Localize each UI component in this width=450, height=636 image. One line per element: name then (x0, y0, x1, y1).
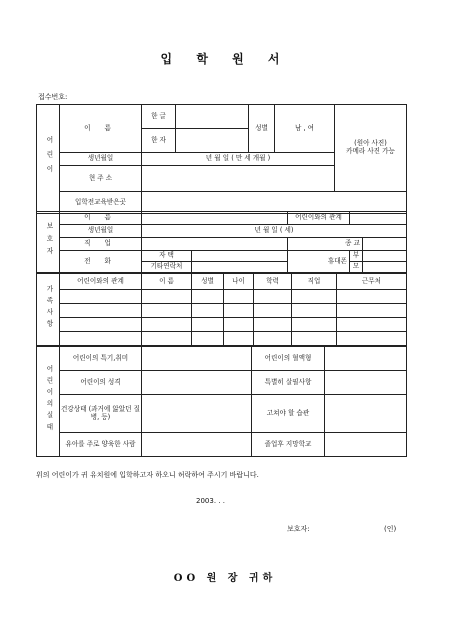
guardian-section-label (37, 212, 60, 273)
family-col-name: 이 름 (142, 274, 192, 290)
family-cell[interactable] (142, 304, 192, 318)
family-cell[interactable] (292, 332, 337, 346)
family-col-age: 나이 (224, 274, 254, 290)
guardian-name-field[interactable] (142, 212, 288, 225)
seal-label: (인) (384, 525, 397, 533)
special-care-label: 특별히 살필사항 (252, 371, 325, 395)
family-cell[interactable] (142, 318, 192, 332)
family-row (37, 304, 407, 318)
family-cell[interactable] (60, 332, 142, 346)
family-section-label (37, 274, 60, 346)
health-field[interactable] (142, 395, 252, 433)
family-cell[interactable] (192, 290, 224, 304)
family-cell[interactable] (337, 332, 407, 346)
guardian-signature-label: 보호자: (287, 525, 310, 533)
family-col-job: 직업 (292, 274, 337, 290)
photo-note: 카메라 사진 가능 (346, 147, 395, 155)
guardian-info-table (36, 211, 407, 273)
father-label: 부 (350, 251, 363, 262)
family-cell[interactable] (337, 304, 407, 318)
family-cell[interactable] (224, 290, 254, 304)
home-phone-label: 자 택 (142, 251, 192, 262)
guardian-birth-value[interactable]: 년 월 일 ( 세) (142, 225, 407, 238)
sex-label: 성별 (249, 105, 275, 153)
guardian-section-label-text: 보호자 (44, 221, 53, 260)
other-contact-field[interactable] (192, 262, 288, 273)
family-cell[interactable] (142, 290, 192, 304)
hanja-label: 한 자 (142, 129, 176, 153)
hanja-name-field[interactable] (176, 129, 249, 153)
personality-field[interactable] (142, 371, 252, 395)
family-cell[interactable] (254, 290, 292, 304)
caregiver-label: 유아를 주로 양육한 사람 (60, 433, 142, 457)
application-date: 2003. . . (196, 497, 225, 505)
family-cell[interactable] (254, 304, 292, 318)
hobby-field[interactable] (142, 347, 252, 371)
guardian-name-label: 이 름 (60, 212, 142, 225)
addressee: OO 원 장 귀하 (173, 573, 277, 584)
family-cell[interactable] (142, 332, 192, 346)
family-cell[interactable] (224, 304, 254, 318)
personality-label: 어린이의 성격 (60, 371, 142, 395)
photo-caption: (원아 사진) (354, 139, 387, 148)
family-col-relation: 어린이와의 관계 (60, 274, 142, 290)
caregiver-field[interactable] (142, 433, 252, 457)
family-cell[interactable] (60, 318, 142, 332)
mobile-label: 휴대폰 (288, 251, 350, 273)
child-status-table (36, 346, 407, 457)
family-table (36, 273, 407, 346)
family-cell[interactable] (60, 290, 142, 304)
mother-mobile-field[interactable] (363, 262, 407, 273)
child-section-label (37, 105, 60, 214)
child-info-table (36, 104, 407, 214)
blood-type-label: 어린이의 혈액형 (252, 347, 325, 371)
family-cell[interactable] (192, 332, 224, 346)
religion-field[interactable] (363, 238, 407, 251)
child-section-label-text: 어린이 (44, 135, 53, 180)
family-cell[interactable] (254, 332, 292, 346)
hangul-label: 한 글 (142, 105, 176, 129)
hangul-name-field[interactable] (176, 105, 249, 129)
guardian-birth-label: 생년월일 (60, 225, 142, 238)
family-col-workplace: 근무처 (337, 274, 407, 290)
family-cell[interactable] (292, 318, 337, 332)
family-cell[interactable] (224, 332, 254, 346)
receipt-number-label: 접수번호: (38, 93, 68, 101)
habits-field[interactable] (325, 395, 407, 433)
special-care-field[interactable] (325, 371, 407, 395)
health-label: 건강상태 (과거에 앓았던 질병, 등) (60, 395, 142, 433)
family-cell[interactable] (337, 318, 407, 332)
address-field[interactable] (142, 166, 335, 192)
family-row (37, 332, 407, 346)
mother-label: 모 (350, 262, 363, 273)
family-section-label-text: 가족사항 (44, 284, 53, 332)
father-mobile-field[interactable] (363, 251, 407, 262)
document-title: 입 학 원 서 (160, 52, 290, 66)
habits-label: 고쳐야 할 습관 (252, 395, 325, 433)
family-cell[interactable] (292, 304, 337, 318)
phone-label: 전 화 (60, 251, 142, 273)
religion-label: 종 교 (288, 238, 363, 251)
family-col-education: 학력 (254, 274, 292, 290)
hobby-label: 어린이의 특기,취미 (60, 347, 142, 371)
status-section-label-text: 어린이의실태 (44, 365, 53, 435)
relation-label: 어린이와의 관계 (288, 212, 350, 225)
prev-school-label: 입학전교육받은곳 (60, 192, 142, 214)
family-cell[interactable] (192, 304, 224, 318)
child-birth-value[interactable]: 년 월 일 ( 만 세 개월 ) (142, 153, 335, 166)
family-row (37, 318, 407, 332)
family-cell[interactable] (292, 290, 337, 304)
status-section-label (37, 347, 60, 457)
child-birth-label: 생년월일 (60, 153, 142, 166)
photo-box[interactable] (335, 105, 407, 192)
desired-school-label: 졸업후 지망학교 (252, 433, 325, 457)
relation-field[interactable] (350, 212, 407, 225)
job-label: 직 업 (60, 238, 142, 251)
application-sentence: 위의 어린이가 귀 유치원에 입학하고자 하오니 허락하여 주시기 바랍니다. (36, 471, 259, 479)
family-cell[interactable] (254, 318, 292, 332)
job-field[interactable] (142, 238, 288, 251)
family-cell[interactable] (337, 290, 407, 304)
family-row (37, 290, 407, 304)
home-phone-field[interactable] (192, 251, 288, 262)
family-cell[interactable] (224, 318, 254, 332)
family-cell[interactable] (60, 304, 142, 318)
blood-type-field[interactable] (325, 347, 407, 371)
sex-value[interactable]: 남 , 여 (275, 105, 335, 153)
family-cell[interactable] (192, 318, 224, 332)
desired-school-field[interactable] (325, 433, 407, 457)
child-name-label: 이 름 (60, 105, 142, 153)
address-label: 현 주 소 (60, 166, 142, 192)
other-contact-label: 기타연락처 (142, 262, 192, 273)
family-col-sex: 성별 (192, 274, 224, 290)
